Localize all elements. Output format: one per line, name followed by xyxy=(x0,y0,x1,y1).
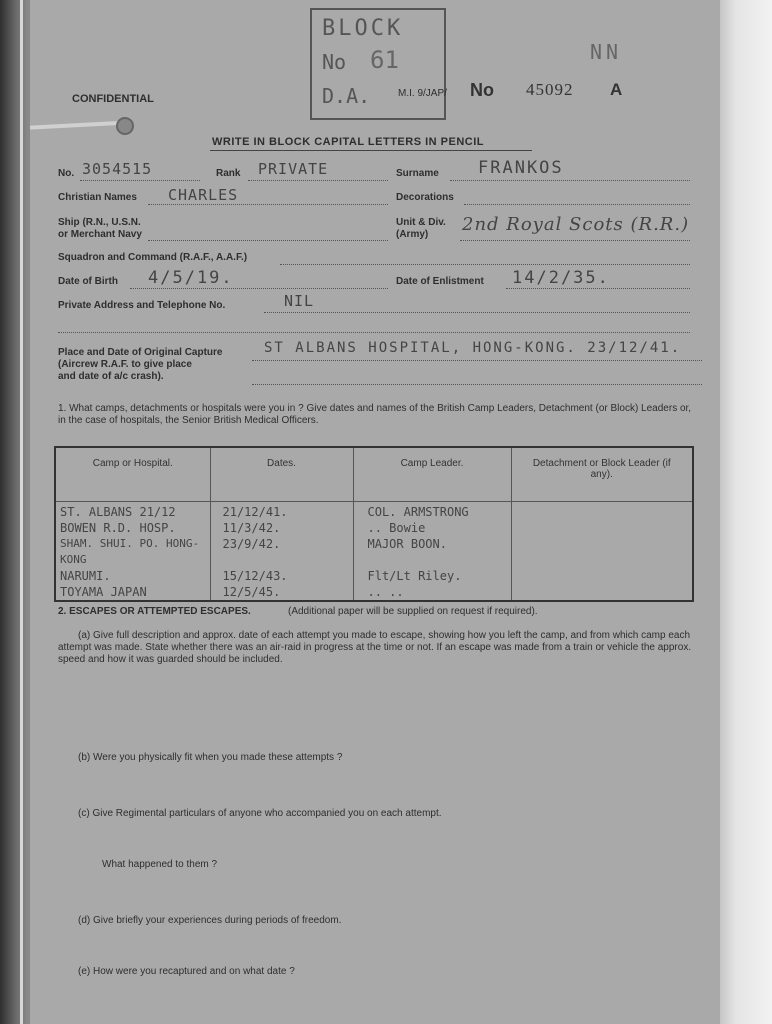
header-dates: Dates. xyxy=(210,447,353,502)
rule xyxy=(58,332,690,333)
no-field-value: 3054515 xyxy=(82,160,153,178)
rule xyxy=(450,180,690,181)
address-label: Private Address and Telephone No. xyxy=(58,300,226,311)
leader-cell: MAJOR BOON. xyxy=(367,537,447,551)
unit-label-2: (Army) xyxy=(396,229,429,240)
rule xyxy=(506,288,690,289)
christian-names-value: CHARLES xyxy=(168,186,239,204)
form-page xyxy=(30,0,720,1024)
detachment-cell xyxy=(516,504,693,520)
unit-value: 2nd Royal Scots (R.R.) xyxy=(462,214,690,235)
camp-cell: SHAM. SHUI. PO. HONG-KONG xyxy=(60,537,200,566)
surname-value: FRANKOS xyxy=(478,158,564,178)
form-ref: M.I. 9/JAP/ xyxy=(398,88,447,99)
unit-label-1: Unit & Div. xyxy=(396,217,446,228)
stamp-line2: No xyxy=(322,50,347,74)
ship-label-1: Ship (R.N., U.S.N. xyxy=(58,217,141,228)
rule xyxy=(280,264,690,265)
question-1: 1. What camps, detachments or hospitals were you in ? Give dates and names of the British Camp Leaders, Detachment (or Block) Leaders or, in the case of hospitals, the Senior British Medical Officers. xyxy=(58,403,692,426)
rule xyxy=(460,240,690,241)
date-cell: 12/5/45. xyxy=(222,585,281,599)
enlistment-label: Date of Enlistment xyxy=(396,276,484,287)
address-value: NIL xyxy=(284,292,315,310)
capture-label-3: and date of a/c crash). xyxy=(58,371,164,382)
enlistment-value: 14/2/35. xyxy=(512,268,610,288)
leader-cell: COL. ARMSTRONG xyxy=(367,505,469,519)
date-cell: 15/12/43. xyxy=(222,569,288,583)
binder-edge xyxy=(20,0,23,1024)
leader-cell: Flt/Lt Riley. xyxy=(367,569,462,583)
dob-label: Date of Birth xyxy=(58,276,118,287)
no-label: No xyxy=(470,80,494,100)
question-2e: (e) How were you recaptured and on what date ? xyxy=(78,966,295,977)
question-2c: (c) Give Regimental particulars of anyone who accompanied you on each attempt. xyxy=(78,808,442,819)
leader-cell: .. Bowie xyxy=(367,521,426,535)
ship-label-2: or Merchant Navy xyxy=(58,229,142,240)
serial-number: 45092 xyxy=(526,80,574,99)
dob-value: 4/5/19. xyxy=(148,268,234,288)
camp-cell: TOYAMA JAPAN xyxy=(60,585,147,599)
instruction-heading: WRITE IN BLOCK CAPITAL LETTERS IN PENCIL xyxy=(212,136,484,148)
rule xyxy=(252,360,702,361)
header-detachment-leader: Detachment or Block Leader (if any). xyxy=(511,447,693,502)
handwritten-mark: NN xyxy=(590,40,623,64)
squadron-label: Squadron and Command (R.A.F., A.A.F.) xyxy=(58,252,248,263)
rule xyxy=(148,204,388,205)
table-row xyxy=(55,502,693,602)
capture-label-1: Place and Date of Original Capture xyxy=(58,347,223,358)
rule xyxy=(264,312,690,313)
surname-label: Surname xyxy=(396,168,439,179)
rule xyxy=(248,180,388,181)
rule xyxy=(130,288,388,289)
date-cell: 11/3/42. xyxy=(222,521,281,535)
block-stamp xyxy=(310,8,446,120)
heading-underline xyxy=(210,150,532,151)
leader-cell: .. .. xyxy=(367,585,404,599)
header-camp: Camp or Hospital. xyxy=(55,447,210,502)
stamp-line1: BLOCK xyxy=(322,16,404,41)
detachment-column xyxy=(511,502,693,602)
camp-cell: BOWEN R.D. HOSP. xyxy=(60,521,176,535)
capture-value: ST ALBANS HOSPITAL, HONG-KONG. 23/12/41. xyxy=(264,340,682,356)
question-2b: (b) Were you physically fit when you made these attempts ? xyxy=(78,752,343,763)
rank-value: PRIVATE xyxy=(258,160,329,178)
rule xyxy=(80,180,200,181)
adjacent-sheet xyxy=(716,0,772,1024)
stamp-number: 61 xyxy=(370,46,399,74)
question-2-heading: 2. ESCAPES OR ATTEMPTED ESCAPES. xyxy=(58,606,251,617)
question-2c-followup: What happened to them ? xyxy=(102,859,218,870)
rule xyxy=(148,240,388,241)
camp-column xyxy=(55,502,210,602)
question-2-note: (Additional paper will be supplied on request if required). xyxy=(288,606,538,617)
no-field-label: No. xyxy=(58,168,75,179)
stamp-line3: D.A. xyxy=(322,84,371,108)
camp-cell: ST. ALBANS 21/12 xyxy=(60,505,176,519)
date-cell: 21/12/41. xyxy=(222,505,288,519)
decorations-label: Decorations xyxy=(396,192,454,203)
date-cell: 23/9/42. xyxy=(222,537,281,551)
camp-cell: NARUMI. xyxy=(60,569,111,583)
serial-suffix: A xyxy=(610,80,623,99)
punch-hole xyxy=(116,117,134,135)
rule xyxy=(252,384,702,385)
camps-table xyxy=(54,446,694,602)
rule xyxy=(464,204,690,205)
header-camp-leader: Camp Leader. xyxy=(353,447,511,502)
leader-column xyxy=(353,502,511,602)
capture-label-2: (Aircrew R.A.F. to give place xyxy=(58,359,192,370)
question-2a: (a) Give full description and approx. date of each attempt you made to escape, showing how you left the camp, and from which camp each attempt was made. State whether there was an air-raid in progress at the time or not. If an escape was made from a train or vehicle the approx. speed and how it was guarded should be included. xyxy=(58,630,692,665)
question-2d: (d) Give briefly your experiences during periods of freedom. xyxy=(78,915,342,926)
christian-names-label: Christian Names xyxy=(58,192,137,203)
rank-label: Rank xyxy=(216,168,241,179)
confidential-label: CONFIDENTIAL xyxy=(72,93,154,105)
dates-column xyxy=(210,502,353,602)
